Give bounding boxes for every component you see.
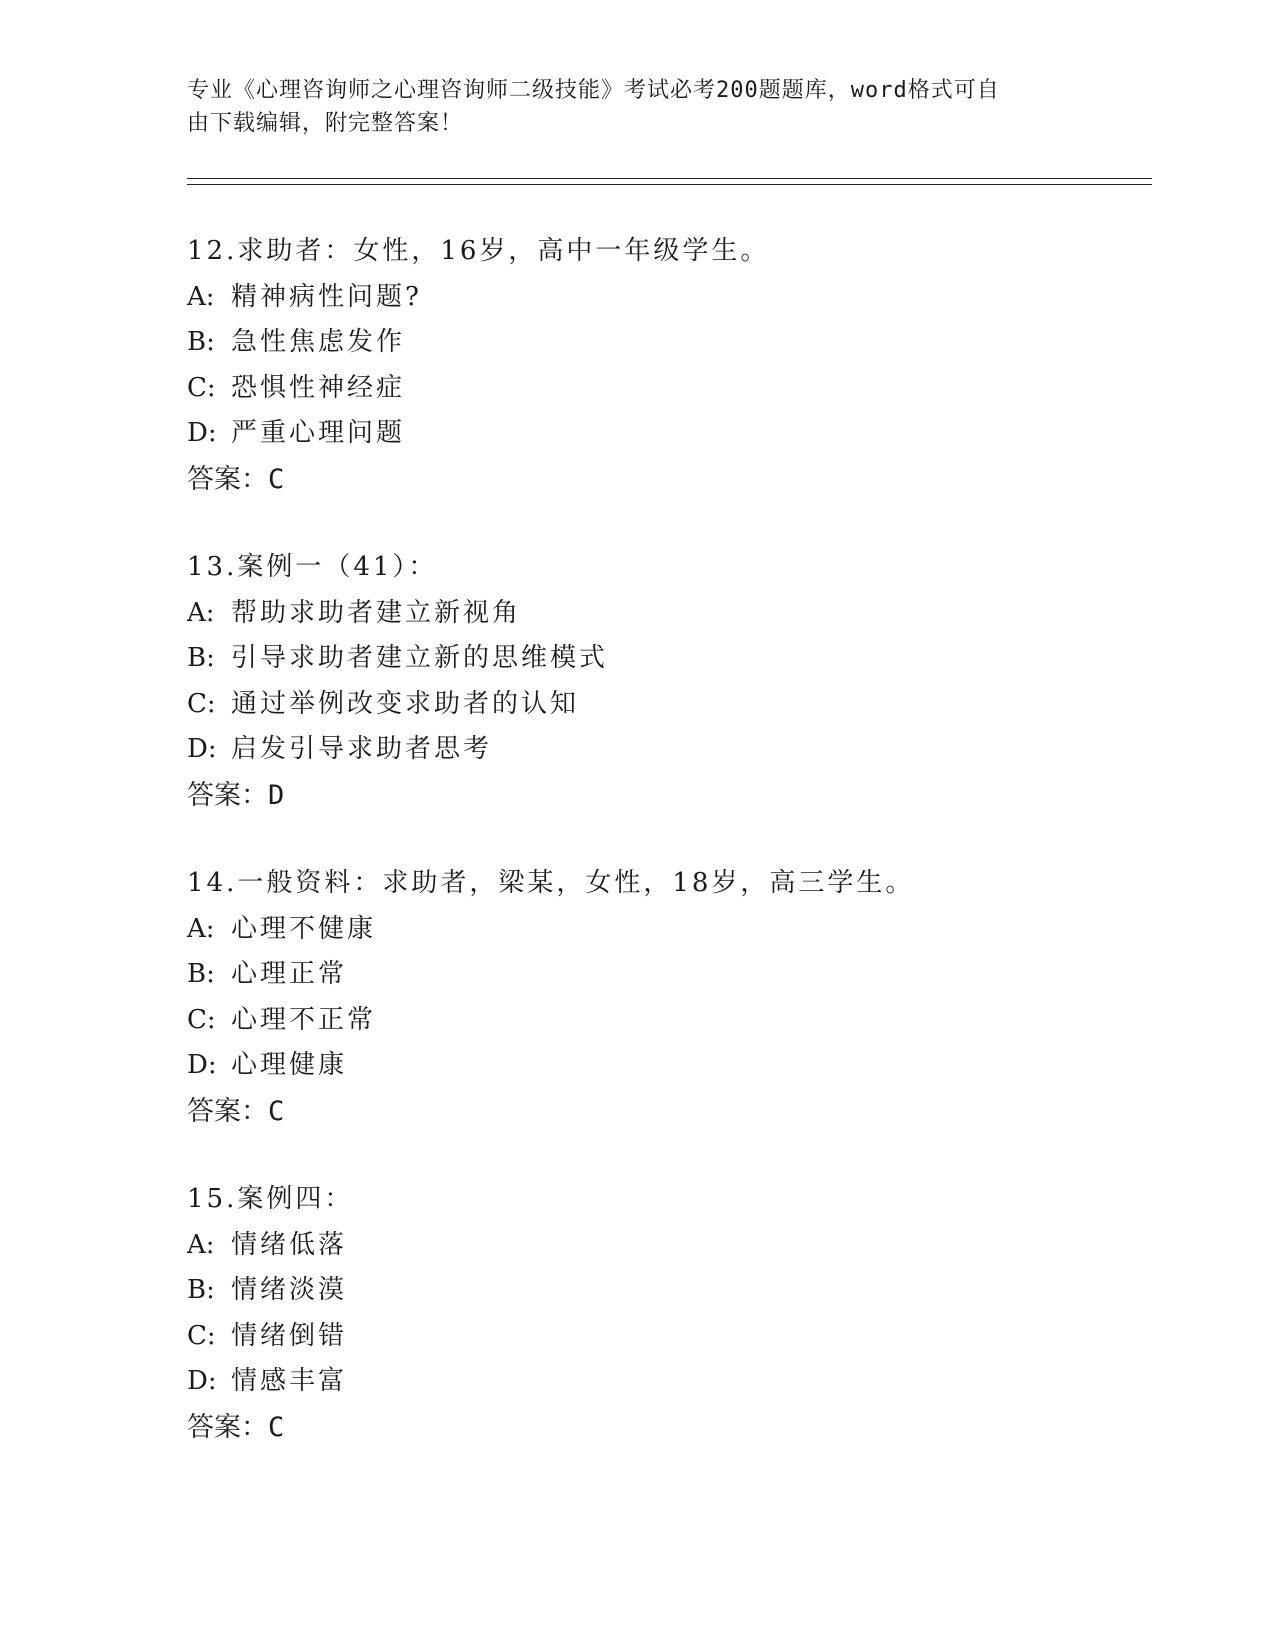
option-letter: D: bbox=[187, 418, 217, 448]
option-letter: B: bbox=[187, 1275, 215, 1305]
option-c bbox=[187, 682, 1187, 728]
option-a bbox=[187, 1223, 1187, 1269]
option-text: 情绪淡漠 bbox=[231, 1275, 348, 1305]
option-b bbox=[187, 1268, 1187, 1314]
option-a bbox=[187, 907, 1187, 953]
option-text: 通过举例改变求助者的认知 bbox=[231, 688, 580, 719]
question-stem: 13.案例一（41）： bbox=[187, 552, 438, 582]
option-b bbox=[187, 320, 1187, 366]
option-letter: D: bbox=[187, 734, 217, 764]
option-c bbox=[187, 998, 1187, 1044]
option-letter: A: bbox=[187, 913, 215, 944]
option-letter: B: bbox=[187, 643, 215, 673]
option-text: 心理正常 bbox=[231, 959, 348, 989]
option-letter: A: bbox=[187, 281, 215, 312]
option-text: 精神病性问题? bbox=[231, 281, 422, 312]
answer-line: 答案：C bbox=[187, 1411, 285, 1443]
option-text: 情绪倒错 bbox=[231, 1320, 348, 1351]
document-header bbox=[187, 74, 1067, 140]
option-letter: C: bbox=[187, 688, 216, 719]
option-text: 启发引导求助者思考 bbox=[231, 734, 493, 764]
option-letter: C: bbox=[187, 1004, 216, 1035]
option-letter: A: bbox=[187, 1229, 215, 1260]
option-letter: B: bbox=[187, 327, 215, 357]
option-letter: C: bbox=[187, 372, 216, 403]
question-14 bbox=[187, 861, 1187, 1134]
option-letter: D: bbox=[187, 1050, 217, 1080]
header-line-1: 专业《心理咨询师之心理咨询师二级技能》考试必考200题题库，word格式可自 bbox=[187, 78, 1000, 103]
header-divider-top bbox=[187, 178, 1152, 179]
header-divider-bottom bbox=[187, 184, 1152, 185]
option-b bbox=[187, 636, 1187, 682]
option-c bbox=[187, 1314, 1187, 1360]
option-letter: A: bbox=[187, 597, 215, 628]
option-letter: B: bbox=[187, 959, 215, 989]
question-12 bbox=[187, 229, 1187, 502]
option-text: 心理不正常 bbox=[231, 1004, 377, 1035]
header-line-2: 由下载编辑，附完整答案！ bbox=[187, 111, 464, 136]
option-d bbox=[187, 727, 1187, 773]
answer-line: 答案：C bbox=[187, 1095, 285, 1127]
question-stem: 14.一般资料：求助者，梁某，女性，18岁，高三学生。 bbox=[187, 868, 915, 898]
option-a bbox=[187, 591, 1187, 637]
option-text: 帮助求助者建立新视角 bbox=[231, 597, 522, 628]
option-text: 恐惧性神经症 bbox=[231, 372, 406, 403]
option-text: 严重心理问题 bbox=[231, 418, 406, 448]
option-text: 心理不健康 bbox=[231, 913, 377, 944]
option-c bbox=[187, 366, 1187, 412]
option-text: 情绪低落 bbox=[231, 1229, 348, 1260]
option-text: 心理健康 bbox=[231, 1050, 348, 1080]
question-15 bbox=[187, 1177, 1187, 1450]
option-letter: C: bbox=[187, 1320, 216, 1351]
option-text: 急性焦虑发作 bbox=[231, 327, 406, 357]
option-a bbox=[187, 275, 1187, 321]
question-stem: 15.案例四： bbox=[187, 1184, 354, 1214]
answer-line: 答案：D bbox=[187, 779, 285, 811]
option-d bbox=[187, 1359, 1187, 1405]
option-text: 引导求助者建立新的思维模式 bbox=[231, 643, 609, 673]
option-d bbox=[187, 411, 1187, 457]
option-b bbox=[187, 952, 1187, 998]
option-d bbox=[187, 1043, 1187, 1089]
answer-line: 答案：C bbox=[187, 463, 285, 495]
option-text: 情感丰富 bbox=[231, 1366, 348, 1396]
question-stem: 12.求助者：女性，16岁，高中一年级学生。 bbox=[187, 236, 770, 266]
option-letter: D: bbox=[187, 1366, 217, 1396]
question-13 bbox=[187, 545, 1187, 818]
